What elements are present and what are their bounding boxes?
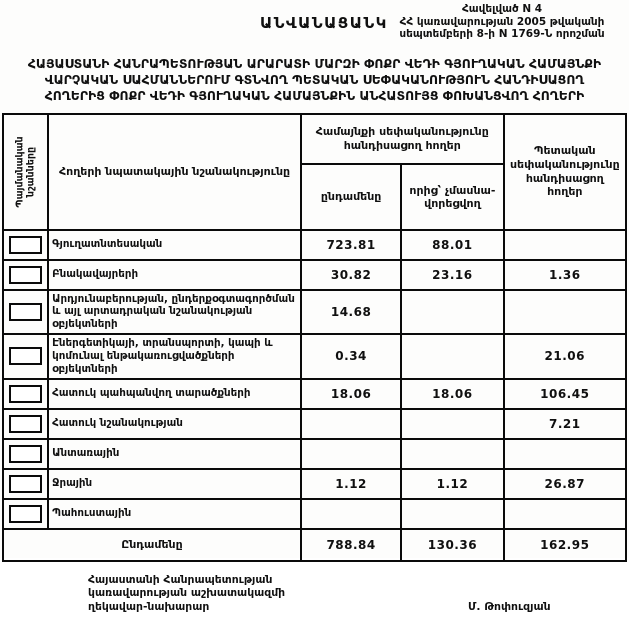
- value-total: 14.68: [301, 290, 401, 335]
- vertical-text-wrap: [7, 118, 44, 226]
- column-header-nonprivatized: որից՝ չմասնա-վորեցվող: [401, 164, 503, 230]
- table-row: [3, 334, 626, 379]
- sign-cell: [3, 230, 48, 260]
- table-row: [3, 439, 626, 469]
- heading-line: ՀԱՅԱՍՏԱՆԻ ՀԱՆՐԱՊԵՏՈՒԹՅԱՆ ԱՐԱՐԱՏԻ ՄԱՐԶԻ ՓՈՔՐ ՎԵԴԻ ԳՅՈՒՂԱԿԱՆ ՀԱՄԱՅՆՔԻ: [27, 56, 602, 71]
- appendix-note: [377, 3, 627, 41]
- legend-box-icon: [9, 236, 42, 254]
- value-total: 723.81: [301, 230, 401, 260]
- column-header-signs-label: Պայմանական նշանները: [14, 136, 37, 208]
- sign-cell: [3, 439, 48, 469]
- value-total: 0.34: [301, 334, 401, 379]
- legend-box-icon: [9, 505, 42, 523]
- document-footer: [0, 573, 629, 617]
- legend-box-icon: [9, 445, 42, 463]
- value-nonprivatized: 88.01: [401, 230, 503, 260]
- row-label: Ջրային: [48, 469, 301, 499]
- table-row: [3, 469, 626, 499]
- table-row: [3, 379, 626, 409]
- table-row: [3, 260, 626, 290]
- row-label: Արդյունաբերության, ընդերքօգտագործման և այլ արտադրական նշանակության օբյեկտների: [48, 290, 301, 335]
- value-state: [504, 230, 626, 260]
- legend-box-icon: [9, 385, 42, 403]
- row-label: Էներգետիկայի, տրանսպորտի, կապի և կոմունալ ենթակառուցվածքների օբյեկտների: [48, 334, 301, 379]
- sign-cell: [3, 499, 48, 529]
- total-row-label: Ընդամենը: [3, 529, 301, 561]
- sign-cell: [3, 334, 48, 379]
- value-state: 21.06: [504, 334, 626, 379]
- value-total: [301, 439, 401, 469]
- value-total: 30.82: [301, 260, 401, 290]
- value-state: 106.45: [504, 379, 626, 409]
- value-nonprivatized: [401, 499, 503, 529]
- value-nonprivatized: [401, 290, 503, 335]
- row-label: Հատուկ նշանակության: [48, 409, 301, 439]
- sign-cell: [3, 260, 48, 290]
- row-label: Գյուղատնտեսական: [48, 230, 301, 260]
- column-header-purpose: Հողերի նպատակային նշանակությունը: [48, 114, 301, 230]
- signatory-title-line: ղեկավար-նախարար: [88, 599, 210, 613]
- column-header-total: ընդամենը: [301, 164, 401, 230]
- value-total: [301, 499, 401, 529]
- legend-box-icon: [9, 415, 42, 433]
- value-total: 18.06: [301, 379, 401, 409]
- value-state: [504, 290, 626, 335]
- value-state: [504, 499, 626, 529]
- table-row: [3, 290, 626, 335]
- sign-cell: [3, 409, 48, 439]
- row-label: Բնակավայրերի: [48, 260, 301, 290]
- appendix-line: ՀՀ կառավարության 2005 թվականի: [399, 15, 605, 28]
- table-total-row: [3, 529, 626, 561]
- appendix-line: սեպտեմբերի 8-ի N 1769-Ն որոշման: [399, 28, 605, 41]
- total-value-nonprivatized: 130.36: [401, 529, 503, 561]
- total-value-state: 162.95: [504, 529, 626, 561]
- heading-line: ՀՈՂԵՐԻՑ ՓՈՔՐ ՎԵԴԻ ԳՅՈՒՂԱԿԱՆ ՀԱՄԱՅՆՔԻՆ ԱՆՀԱՏՈՒՅՑ ՓՈԽԱՆՑՎՈՂ ՀՈՂԵՐԻ: [44, 87, 585, 103]
- column-group-community: Համայնքի սեփականությունը հանդիսացող հողեր: [301, 114, 504, 164]
- table-row: [3, 499, 626, 529]
- value-nonprivatized: 23.16: [401, 260, 503, 290]
- value-state: 1.36: [504, 260, 626, 290]
- legend-box-icon: [9, 475, 42, 493]
- value-nonprivatized: 1.12: [401, 469, 503, 499]
- total-value-total: 788.84: [301, 529, 401, 561]
- row-label: Հատուկ պահպանվող տարածքների: [48, 379, 301, 409]
- column-header-signs: [3, 114, 48, 230]
- value-total: [301, 409, 401, 439]
- value-state: 26.87: [504, 469, 626, 499]
- sign-cell: [3, 379, 48, 409]
- legend-box-icon: [9, 347, 42, 365]
- heading-line: ՎԱՐՉԱԿԱՆ ՍԱՀՄԱՆՆԵՐՈՒՄ ԳՏՆՎՈՂ ՊԵՏԱԿԱՆ ՍԵՓԱԿԱՆՈՒԹՅՈՒՆ ՀԱՆԴԻՍԱՑՈՂ: [44, 71, 585, 87]
- table-row: [3, 409, 626, 439]
- signatory-name: Մ. Թոփուզյան: [468, 599, 551, 613]
- legend-box-icon: [9, 303, 42, 321]
- value-nonprivatized: [401, 334, 503, 379]
- column-header-state: Պետական սեփականությունը հանդիսացող հողեր: [504, 114, 626, 230]
- appendix-line: Հավելված N 4: [461, 3, 543, 15]
- page-title: ԱՆՎԱՆԱՑԱՆԿ: [260, 14, 388, 32]
- sign-cell: [3, 469, 48, 499]
- value-state: [504, 439, 626, 469]
- value-nonprivatized: [401, 409, 503, 439]
- value-total: 1.12: [301, 469, 401, 499]
- row-label: Անտառային: [48, 439, 301, 469]
- value-nonprivatized: [401, 439, 503, 469]
- signatory-title-line: Հայաստանի Հանրապետության: [88, 572, 273, 586]
- row-label: Պահուստային: [48, 499, 301, 529]
- document-header: [0, 0, 629, 50]
- signatory-title-line: կառավարության աշխատակազմի: [88, 586, 286, 600]
- value-nonprivatized: 18.06: [401, 379, 503, 409]
- value-state: 7.21: [504, 409, 626, 439]
- land-classification-table: [2, 113, 627, 562]
- table-row: [3, 230, 626, 260]
- document-heading: [0, 56, 629, 104]
- legend-box-icon: [9, 266, 42, 284]
- sign-cell: [3, 290, 48, 335]
- table-header-row-group: [3, 114, 626, 164]
